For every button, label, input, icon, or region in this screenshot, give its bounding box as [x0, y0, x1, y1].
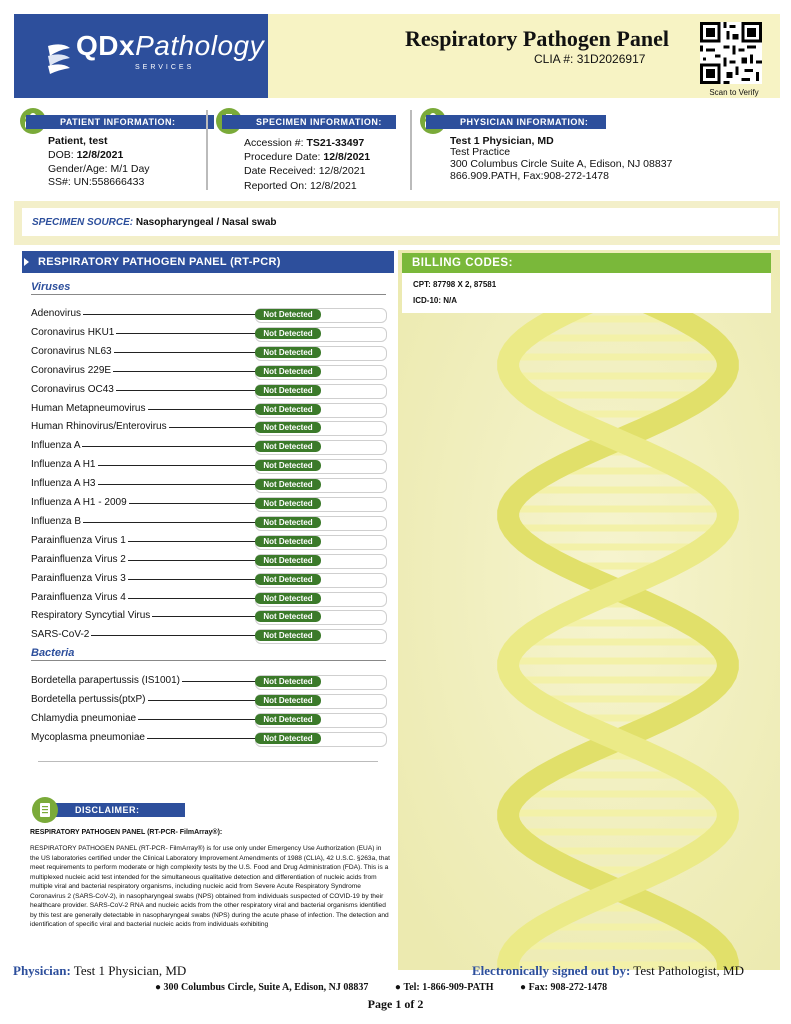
result-badge: Not Detected	[255, 460, 321, 471]
result-row	[31, 400, 386, 419]
result-badge: Not Detected	[255, 555, 321, 566]
result-badge: Not Detected	[255, 630, 321, 641]
logo-subtitle: SERVICES	[135, 64, 195, 71]
group-label-viruses: Viruses	[31, 281, 71, 293]
leader-line	[113, 371, 255, 372]
pathogen-name: Coronavirus NL63	[31, 345, 112, 357]
result-badge: Not Detected	[255, 479, 321, 490]
group-rule	[31, 294, 386, 295]
footer-address: 300 Columbus Circle, Suite A, Edison, NJ 08837	[163, 982, 369, 993]
result-badge: Not Detected	[255, 422, 321, 433]
result-badge: Not Detected	[255, 309, 321, 320]
result-badge: Not Detected	[255, 404, 321, 415]
logo-brand: QDxPathology	[76, 30, 265, 61]
physician-info-tag: PHYSICIAN INFORMATION:	[426, 115, 606, 129]
pathogen-name: Influenza A	[31, 440, 81, 452]
document-icon	[32, 797, 58, 823]
qr-code-icon[interactable]	[700, 22, 762, 84]
result-row	[31, 494, 386, 513]
leader-line	[182, 681, 255, 682]
result-row	[31, 381, 386, 400]
disclaimer-tag: DISCLAIMER:	[41, 803, 185, 817]
result-row	[31, 343, 386, 362]
result-badge: Not Detected	[255, 714, 321, 725]
result-row	[31, 729, 386, 748]
physician-phone: 866.909.PATH, Fax:908-272-1478	[450, 170, 609, 182]
leader-line	[129, 503, 255, 504]
pathogen-name: Parainfluenza Virus 1	[31, 534, 126, 546]
leader-line	[83, 522, 255, 523]
pathogen-name: Human Rhinovirus/Enterovirus	[31, 421, 167, 433]
leader-line	[116, 333, 255, 334]
result-row	[31, 532, 386, 551]
panel-arrow-icon	[24, 258, 29, 266]
result-row	[31, 362, 386, 381]
result-badge: Not Detected	[255, 385, 321, 396]
footer-signed-by: Electronically signed out by: Test Pathologist, MD	[472, 963, 744, 978]
result-badge: Not Detected	[255, 328, 321, 339]
footer-fax: Fax: 908-272-1478	[528, 982, 608, 993]
leader-line	[148, 700, 256, 701]
result-badge: Not Detected	[255, 676, 321, 687]
pathogen-name: Mycoplasma pneumoniae	[31, 731, 145, 743]
result-row	[31, 437, 386, 456]
result-badge: Not Detected	[255, 498, 321, 509]
result-badge: Not Detected	[255, 366, 321, 377]
leader-line	[128, 598, 255, 599]
page-number: Page 1 of 2	[367, 997, 424, 1011]
clia-number: CLIA #: 31D2026917	[534, 52, 646, 66]
leader-line	[114, 352, 255, 353]
specimen-source-label: SPECIMEN SOURCE:	[32, 217, 134, 228]
leader-line	[128, 560, 255, 561]
physician-name: Test 1 Physician, MD	[450, 135, 554, 147]
pathogen-name: Bordetella pertussis(ptxP)	[31, 693, 146, 705]
pathogen-name: Parainfluenza Virus 2	[31, 553, 126, 565]
patient-dob: DOB: 12/8/2021	[48, 149, 124, 161]
pathogen-name: Coronavirus OC43	[31, 383, 114, 395]
leader-line	[82, 446, 255, 447]
result-badge: Not Detected	[255, 733, 321, 744]
scan-to-verify-label: Scan to Verify	[709, 88, 759, 97]
footer-tel: Tel: 1-866-909-PATH	[403, 982, 494, 993]
result-row	[31, 710, 386, 729]
physician-address: 300 Columbus Circle Suite A, Edison, NJ 08837	[450, 158, 673, 170]
pathogen-name: Coronavirus 229E	[31, 364, 112, 376]
leader-line	[98, 484, 256, 485]
leader-line	[116, 390, 255, 391]
pathogen-name: Coronavirus HKU1	[31, 326, 115, 338]
billing-title: BILLING CODES:	[402, 253, 771, 273]
report-title: Respiratory Pathogen Panel	[405, 26, 669, 51]
result-row	[31, 456, 386, 475]
group-label-bacteria: Bacteria	[31, 647, 75, 659]
result-row	[31, 551, 386, 570]
result-badge: Not Detected	[255, 536, 321, 547]
patient-info-tag: PATIENT INFORMATION:	[26, 115, 214, 129]
result-row	[31, 607, 386, 626]
pathogen-name: Respiratory Syncytial Virus	[31, 610, 151, 622]
leader-line	[83, 314, 255, 315]
pathogen-name: Adenovirus	[31, 308, 82, 319]
panel-divider	[38, 761, 378, 762]
physician-practice: Test Practice	[450, 146, 511, 158]
reported-on: Reported On: 12/8/2021	[244, 180, 357, 192]
result-row	[31, 570, 386, 589]
patient-gender-age: Gender/Age: M/1 Day	[48, 163, 150, 175]
leader-line	[128, 541, 255, 542]
result-badge: Not Detected	[255, 441, 321, 452]
result-row	[31, 672, 386, 691]
result-row	[31, 691, 386, 710]
procedure-date: Procedure Date: 12/8/2021	[244, 151, 371, 163]
leader-line	[147, 738, 255, 739]
leader-line	[169, 427, 255, 428]
result-badge: Not Detected	[255, 695, 321, 706]
pathogen-name: Influenza A H1 - 2009	[31, 497, 127, 508]
disclaimer-title: RESPIRATORY PATHOGEN PANEL (RT-PCR- FilmArray®):	[30, 829, 223, 836]
leader-line	[138, 719, 255, 720]
pathogen-name: Influenza A H3	[31, 478, 96, 490]
date-received: Date Received: 12/8/2021	[244, 165, 366, 177]
leader-line	[148, 409, 256, 410]
result-row	[31, 475, 386, 494]
leader-line	[152, 616, 255, 617]
result-row	[31, 626, 386, 645]
column-divider	[410, 110, 412, 190]
result-badge: Not Detected	[255, 611, 321, 622]
dna-helix-image	[398, 250, 780, 970]
result-badge: Not Detected	[255, 593, 321, 604]
leader-line	[91, 635, 255, 636]
group-rule	[31, 660, 386, 661]
result-row	[31, 324, 386, 343]
result-badge: Not Detected	[255, 517, 321, 528]
billing-box	[402, 273, 771, 313]
result-badge: Not Detected	[255, 574, 321, 585]
specimen-info-tag: SPECIMEN INFORMATION:	[222, 115, 396, 129]
panel-title: RESPIRATORY PATHOGEN PANEL (RT-PCR)	[22, 251, 394, 273]
pathogen-name: Parainfluenza Virus 4	[31, 591, 126, 603]
pathogen-name: Bordetella parapertussis (IS1001)	[31, 675, 180, 686]
accession-number: Accession #: TS21-33497	[244, 137, 365, 149]
result-badge: Not Detected	[255, 347, 321, 358]
column-divider	[206, 110, 208, 190]
cpt-codes: CPT: 87798 X 2, 87581	[413, 280, 497, 289]
leader-line	[98, 465, 256, 466]
result-row	[31, 305, 386, 324]
result-row	[31, 418, 386, 437]
pathogen-name: Influenza A H1	[31, 459, 96, 471]
footer-physician: Physician: Test 1 Physician, MD	[13, 963, 187, 978]
specimen-source: SPECIMEN SOURCE: Nasopharyngeal / Nasal swab	[32, 217, 277, 228]
pathogen-name: Chlamydia pneumoniae	[31, 712, 137, 724]
pathogen-name: SARS-CoV-2	[31, 629, 90, 641]
leader-line	[128, 579, 255, 580]
pathogen-name: Parainfluenza Virus 3	[31, 572, 126, 584]
icd-codes: ICD-10: N/A	[413, 296, 458, 305]
pathogen-name: Influenza B	[31, 515, 82, 527]
disclaimer-body: RESPIRATORY PATHOGEN PANEL (RT-PCR- FilmArray®) is for use only under Emergency Use Authorization (EUA) in the US laboratories certified under the Clinical Laboratory Improvement Amendments of 1988 (CLIA), 42 U.S.C. §263a, that meet requirements to perform moderate or high complexity tests by the U.S. Food and Drug Administration (FDA). This is a multiplexed nucleic acid test intended for the simultaneous qualitative detection and differentiation of nucleic acids from multiple viral and bacterial respiratory organisms, including nucleic acid from Severe Acute Respiratory Syndrome Coronavirus 2 (SARS-CoV-2), in nasopharyngeal swabs (NPS) obtained from individuals suspected of COVID-19 by their healthcare provider. SARS-CoV-2 RNA and nucleic acids from the other respiratory viral and bacterial organisms identified by this test are generally detectable in nasopharyngeal swabs (NPS) during the acute phase of infection. The detection and identification of specific viral and bacterial nucleic acids from individuals exhibiting	[30, 845, 390, 928]
result-row	[31, 513, 386, 532]
patient-name: Patient, test	[48, 135, 108, 147]
footer-contact: ● 300 Columbus Circle, Suite A, Edison, NJ 08837 ● Tel: 1-866-909-PATH ● Fax: 908-272-1478	[155, 982, 608, 993]
pathogen-name: Human Metapneumovirus	[31, 402, 146, 414]
patient-ss: SS#: UN:558666433	[48, 176, 145, 188]
result-row	[31, 589, 386, 608]
